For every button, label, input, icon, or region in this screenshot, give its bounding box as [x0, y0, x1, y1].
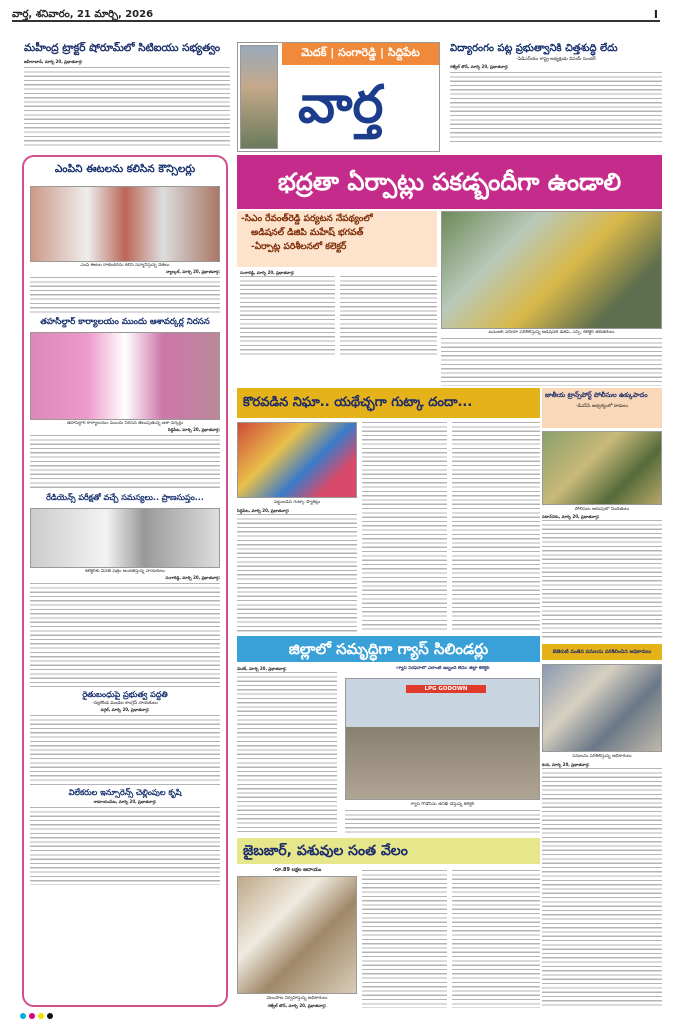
- gas-photo: [345, 678, 540, 800]
- gutka-body-col1: [237, 514, 357, 632]
- gas-body-col2: [345, 810, 540, 834]
- rythu-headline: రైతుబంధుపై ప్రభుత్వ పద్దతి: [82, 690, 168, 699]
- lead-photo: [441, 211, 662, 329]
- story-dateline: జహీరాబాద్, మార్చి 20, ప్రభాతవార్త:: [24, 59, 83, 64]
- bridge-caption: పనులను పరిశీలిస్తున్న అధికారులు: [572, 754, 632, 759]
- gutka-dateline: సిద్దిపేట, మార్చి 20, ప్రభాతవార్త:: [237, 508, 290, 513]
- asha-caption: తహసీల్దార్ కార్యాలయం ముందు నిరసన తెలుపుతున్న ఆశా వర్కర్లు: [67, 421, 183, 426]
- gas-caption: గ్యాస్ గోడౌన్‌ను తనిఖీ చేస్తున్న కలెక్టర్: [410, 802, 475, 807]
- transport-photo: [542, 431, 662, 505]
- gutka-caption: పట్టుబడిన గుట్కా ప్యాకెట్లు: [273, 500, 321, 505]
- insurance-dateline: రామాయంపేట, మార్చి 20, ప్రభాతవార్త:: [93, 799, 157, 804]
- rythu-body: [30, 715, 220, 785]
- story-headline: విద్యారంగం పట్ల ప్రభుత్వానికి చిత్తశుద్ధి లేదు: [450, 43, 618, 54]
- story-headline: మహీంద్ర ట్రాక్టర్ షోరూమ్‌లో సిటిఐయు సభ్యత్వం: [24, 42, 221, 54]
- story-subhead: -పిడిఎస్‌యు రాష్ట్ర అధ్యక్షుడు వినయ్ సుందర్: [516, 57, 596, 62]
- transport-sub: -డిఎస్‌పి ఆధ్వర్యంలో దాడులు: [575, 404, 629, 409]
- bridge-headline: బెజెరుటి వంతెన పనులను పరిశీలించిన అధికారులు: [552, 649, 652, 655]
- lead-sub1: -సిఎం రేవంత్‌రెడ్డి పర్యటన నేపథ్యంలో: [241, 214, 373, 224]
- cattle-body-col2: [452, 870, 540, 1008]
- transport-dateline: పటాన్‌చెరు, మార్చి 20, ప్రభాతవార్త:: [542, 514, 600, 519]
- gas-dateline: మెదక్, మార్చి 20, ప్రభాతవార్త:: [237, 666, 287, 671]
- cattle-dateline: గజ్వేల్ టౌన్, మార్చి 20, ప్రభాతవార్త:: [267, 1003, 327, 1008]
- left-column-box: [22, 155, 228, 1007]
- radiance-caption: కలెక్టర్‌కు వినతి పత్రం అందజేస్తున్న నాయకులు: [85, 569, 165, 574]
- lead-dateline: సంగారెడ్డి, మార్చి 20, ప్రభాతవార్త:: [240, 270, 295, 275]
- bridge-photo: [542, 664, 662, 752]
- story-education: [450, 42, 662, 146]
- lead-body-col2: [340, 276, 437, 356]
- gas-body-col1: [237, 672, 337, 832]
- masthead-regions: మెదక్ | సంగారెడ్డి | సిద్దిపేట: [282, 43, 439, 65]
- gutka-photo: [237, 422, 357, 498]
- councillors-headline: ఎంపిని ఈటలను కలిసిన కౌన్సిలర్లు: [54, 163, 196, 175]
- insurance-headline: విలేకరుల ఇన్సూరెన్స్ చెల్లింపుల కృషి: [68, 788, 182, 797]
- asha-body: [30, 435, 220, 490]
- gutka-headline-bar: [237, 388, 540, 418]
- councillors-body: [30, 277, 220, 313]
- gas-sub: -గ్యాస్ సరఫరాలో ఎలాంటి ఇబ్బంది లేదు: జిల్లా కలెక్టర్: [395, 666, 490, 671]
- bridge-dateline: కంది, మార్చి 20, ప్రభాతవార్త:: [542, 762, 590, 767]
- councillors-dateline: న్యాల్కల్, మార్చి 20, ప్రభాతవార్త:: [165, 269, 220, 274]
- rythu-dateline: వర్గల్, మార్చి 20, ప్రభాతవార్త:: [100, 707, 150, 712]
- asha-photo: [30, 332, 220, 420]
- masthead: [237, 42, 440, 152]
- registration-marks: [20, 1012, 660, 1020]
- lead-headline: భద్రతా ఏర్పాట్లు పకడ్బందీగా ఉండాలి: [277, 168, 622, 196]
- radiance-photo: [30, 508, 220, 568]
- story-dateline: గజ్వేల్ టౌన్, మార్చి 20, ప్రభాతవార్త:: [450, 64, 509, 69]
- gutka-body-col2: [362, 422, 447, 632]
- asha-dateline: సిద్దిపేట, మార్చి 20, ప్రభాతవార్త:: [167, 427, 220, 432]
- insurance-body: [30, 807, 220, 885]
- rythu-subhead: -నల్లకొండ మండల కాంగ్రెస్ నాయకులు: [92, 701, 158, 706]
- radiance-dateline: సంగారెడ్డి, మార్చి 20, ప్రభాతవార్త:: [165, 575, 220, 580]
- page-header: [12, 8, 660, 22]
- councillors-caption: ఎంపి ఈటల రాజేందర్‌ను కలిసి సన్మానిస్తున్న నేతలు: [80, 263, 170, 268]
- gas-banner: LPG GODOWN: [406, 685, 486, 693]
- lead-body-col1: [240, 276, 335, 356]
- story-body: [450, 72, 662, 144]
- transport-body: [542, 520, 662, 638]
- lead-body-col3: [441, 338, 662, 386]
- temple-photo: [240, 45, 278, 149]
- lead-headline-bar: [237, 155, 662, 209]
- cattle-photo: [237, 876, 357, 994]
- cattle-sub: -రూ.89 లక్షల ఆదాయం: [272, 867, 322, 873]
- transport-headline-box: [542, 388, 662, 428]
- bridge-headline-bar: [542, 644, 662, 660]
- cattle-headline-bar: [237, 838, 540, 864]
- radiance-body: [30, 583, 220, 687]
- asha-headline: తహసీల్దార్ కార్యాలయం ముందు ఆశావర్కర్ల నిరసన: [40, 317, 210, 327]
- gas-headline-bar: [237, 636, 540, 662]
- story-body: [24, 67, 230, 147]
- header-date: వార్త, శనివారం, 21 మార్చి, 2026: [12, 9, 154, 20]
- story-tractor-showroom: [24, 42, 230, 146]
- lead-sub3: -ఏర్పాట్ల పరిశీలనలో కలెక్టర్: [251, 242, 347, 252]
- cattle-body-col1: [362, 870, 447, 1008]
- radiance-headline: రేడియెన్స్ పరీక్షతో వచ్చే సమస్యలు.. ప్రాణసుప్తం...: [46, 493, 204, 502]
- lead-caption: ఐఎంఆర్ ఏరియా పరిశీలిస్తున్న అడిషనల్ డిజిపి, ఎస్పీ, కలెక్టర్ తదితరులు: [488, 330, 615, 335]
- masthead-logo: వార్త: [298, 75, 384, 135]
- councillors-photo: [30, 186, 220, 262]
- cattle-headline: జైబజార్, పశువుల సంత వేలం: [243, 843, 408, 859]
- gutka-body-col3: [452, 422, 540, 632]
- cattle-caption: వేలంపాట నిర్వహిస్తున్న అధికారులు: [266, 996, 328, 1001]
- page-number: I: [653, 8, 658, 21]
- transport-caption: పోలీసుల అదుపులో నిందితులు: [574, 507, 630, 512]
- gutka-headline: కొరవడిన నిఘా.. యథేచ్ఛగా గుట్కా దందా...: [243, 395, 473, 410]
- lead-sub2: అడిషనల్ డిజిపి మహేష్ భగవత్: [251, 228, 364, 238]
- gas-headline: జిల్లాలో సమృద్ధిగా గ్యాస్ సిలిండర్లు: [288, 640, 489, 658]
- transport-headline: జాతీయ ట్రాన్స్‌పోర్ట్ పోలీసుల ఉక్కుపాదం: [545, 391, 648, 399]
- lead-subhead-box: [237, 211, 437, 267]
- bridge-body: [542, 768, 662, 1008]
